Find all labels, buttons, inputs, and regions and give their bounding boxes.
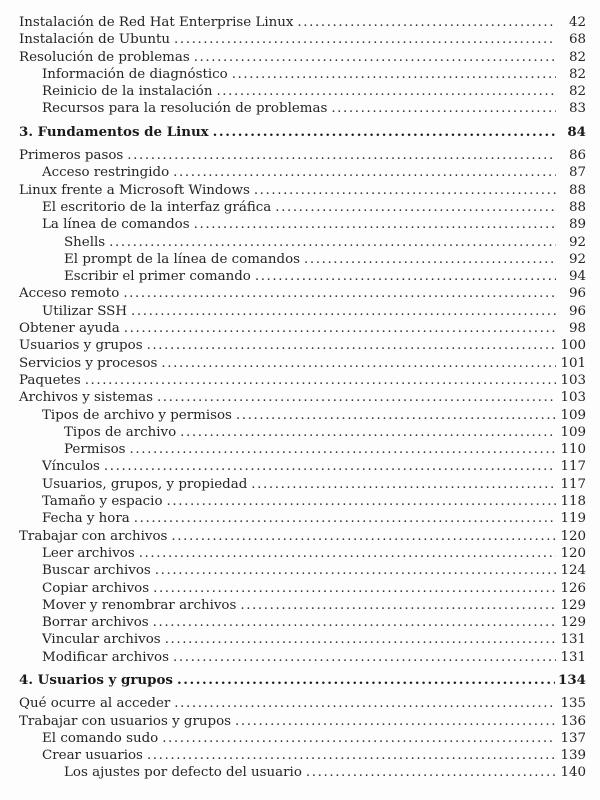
dot-leader xyxy=(161,355,556,372)
toc-entry-page-number: 96 xyxy=(568,303,586,319)
toc-entry xyxy=(19,337,586,354)
toc-entry xyxy=(19,493,586,510)
toc-entry xyxy=(19,66,586,83)
toc-entry-page-number: 89 xyxy=(568,217,586,233)
dot-leader xyxy=(173,164,556,181)
dot-leader xyxy=(174,695,556,712)
dot-leader xyxy=(194,49,556,66)
toc-entry xyxy=(19,285,586,302)
toc-entry-label: 4. Usuarios y grupos xyxy=(19,671,173,688)
toc-entry-page-number: 68 xyxy=(568,32,586,48)
dot-leader xyxy=(130,441,556,458)
toc-entry xyxy=(19,147,586,164)
dot-leader xyxy=(139,545,556,562)
dot-leader xyxy=(304,251,556,268)
dot-leader xyxy=(127,147,556,164)
dot-leader xyxy=(147,337,556,354)
dot-leader xyxy=(123,285,556,302)
toc-entry-label: Paquetes xyxy=(19,372,81,388)
toc-entry-label: Usuarios y grupos xyxy=(19,338,143,354)
toc-entry-page-number: 137 xyxy=(560,730,586,746)
toc-entry-page-number: 82 xyxy=(568,49,586,65)
toc-entry xyxy=(19,562,586,579)
toc-entry-label: Instalación de Ubuntu xyxy=(19,32,171,48)
toc-entry xyxy=(19,268,586,285)
toc-entry xyxy=(19,476,586,493)
toc-entry-label: Mover y renombrar archivos xyxy=(42,597,237,613)
toc-entry xyxy=(19,424,586,441)
dot-leader xyxy=(174,31,556,48)
toc-entry xyxy=(19,458,586,475)
toc-entry-label: Tipos de archivo xyxy=(64,424,177,440)
toc-entry xyxy=(19,649,586,666)
dot-leader xyxy=(155,562,556,579)
toc-entry-label: Escribir el primer comando xyxy=(64,269,251,285)
toc-entry-page-number: 117 xyxy=(560,459,586,475)
toc-entry-page-number: 100 xyxy=(560,338,586,354)
toc-entry-label: Fecha y hora xyxy=(42,511,130,527)
dot-leader xyxy=(171,528,556,545)
dot-leader xyxy=(85,372,556,389)
toc-entry-page-number: 87 xyxy=(568,165,586,181)
toc-entry-page-number: 92 xyxy=(568,251,586,267)
toc-entry xyxy=(19,713,586,730)
toc-entry-page-number: 101 xyxy=(560,355,586,371)
toc-entry-page-number: 98 xyxy=(568,321,586,337)
toc-entry-label: Reinicio de la instalación xyxy=(42,84,213,100)
dot-leader xyxy=(306,764,556,781)
toc-entry xyxy=(19,14,586,31)
toc-entry-page-number: 126 xyxy=(560,580,586,596)
dot-leader xyxy=(275,199,556,216)
toc-entry-page-number: 135 xyxy=(560,696,586,712)
toc-entry-label: El comando sudo xyxy=(42,730,159,746)
toc-entry-label: Instalación de Red Hat Enterprise Linux xyxy=(19,15,294,30)
toc-chapter-heading xyxy=(19,124,586,141)
toc-entry xyxy=(19,528,586,545)
toc-entry-label: Vínculos xyxy=(42,459,100,475)
toc-entry-page-number: 131 xyxy=(560,649,586,665)
toc-entry-label: 3. Fundamentos de Linux xyxy=(19,123,209,140)
toc-entry-label: El prompt de la línea de comandos xyxy=(64,251,301,267)
dot-leader xyxy=(104,458,556,475)
toc-entry-label: La línea de comandos xyxy=(42,217,190,233)
dot-leader xyxy=(167,493,556,510)
toc-entry xyxy=(19,389,586,406)
dot-leader xyxy=(109,234,556,251)
toc-entry-page-number: 124 xyxy=(560,563,586,579)
toc-entry-label: Shells xyxy=(64,234,106,250)
toc-entry-label: Tamaño y espacio xyxy=(42,494,163,510)
dot-leader xyxy=(331,100,556,117)
toc-entry-label: Tipos de archivo y permisos xyxy=(42,407,232,423)
dot-leader xyxy=(165,631,556,648)
toc-entry-label: Leer archivos xyxy=(42,545,135,561)
toc-entry-page-number: 88 xyxy=(568,182,586,198)
toc-entry xyxy=(19,251,586,268)
dot-leader xyxy=(180,424,556,441)
toc-entry-label: Crear usuarios xyxy=(42,748,143,764)
toc-entry xyxy=(19,164,586,181)
toc-entry-page-number: 136 xyxy=(560,713,586,729)
toc-entry-label: Trabajar con usuarios y grupos xyxy=(19,713,232,729)
toc-entry-label: Archivos y sistemas xyxy=(19,390,153,406)
dot-leader xyxy=(251,476,556,493)
toc-entry-label: Información de diagnóstico xyxy=(42,66,228,82)
toc-entry-page-number: 82 xyxy=(568,66,586,82)
toc-entry-page-number: 82 xyxy=(568,84,586,100)
dot-leader xyxy=(213,124,556,141)
dot-leader xyxy=(232,66,556,83)
toc-entry xyxy=(19,49,586,66)
toc-entry xyxy=(19,182,586,199)
dot-leader xyxy=(216,83,556,100)
toc-entry-page-number: 117 xyxy=(560,476,586,492)
dot-leader xyxy=(157,389,556,406)
toc-entry-page-number: 86 xyxy=(568,148,586,164)
toc-entry xyxy=(19,83,586,100)
toc-entry-label: Copiar archivos xyxy=(42,580,150,596)
toc-entry xyxy=(19,199,586,216)
toc-entry xyxy=(19,730,586,747)
toc-entry xyxy=(19,31,586,48)
toc-entry-page-number: 119 xyxy=(560,511,586,527)
dot-leader xyxy=(194,216,556,233)
dot-leader xyxy=(240,597,556,614)
toc-entry-page-number: 139 xyxy=(560,748,586,764)
toc-entry-page-number: 42 xyxy=(568,15,586,30)
toc-entry-page-number: 92 xyxy=(568,234,586,250)
toc-entry xyxy=(19,764,586,781)
toc-entry xyxy=(19,631,586,648)
toc-entry xyxy=(19,747,586,764)
dot-leader xyxy=(131,303,556,320)
toc-entry-label: Usuarios, grupos, y propiedad xyxy=(42,476,248,492)
toc-entry-label: Obtener ayuda xyxy=(19,321,120,337)
dot-leader xyxy=(235,713,556,730)
toc-entry-label: Acceso remoto xyxy=(19,286,120,302)
toc-entry xyxy=(19,372,586,389)
toc-entry-label: Resolución de problemas xyxy=(19,49,190,65)
toc-entry xyxy=(19,355,586,372)
toc-entry-page-number: 131 xyxy=(560,632,586,648)
dot-leader xyxy=(153,580,556,597)
toc-entry xyxy=(19,614,586,631)
dot-leader xyxy=(297,14,556,31)
dot-leader xyxy=(124,320,556,337)
toc-entry-label: Vincular archivos xyxy=(42,632,161,648)
toc-entry-label: Modificar archivos xyxy=(42,649,169,665)
toc-entry-label: Recursos para la resolución de problemas xyxy=(42,101,328,117)
toc-entry-label: Utilizar SSH xyxy=(42,303,127,319)
toc-entry-page-number: 83 xyxy=(568,101,586,117)
toc-entry-page-number: 109 xyxy=(560,407,586,423)
toc-entry xyxy=(19,580,586,597)
toc-entry xyxy=(19,695,586,712)
dot-leader xyxy=(254,182,556,199)
dot-leader xyxy=(153,614,556,631)
toc-entry-label: Buscar archivos xyxy=(42,563,151,579)
toc-entry xyxy=(19,407,586,424)
toc-entry-label: Linux frente a Microsoft Windows xyxy=(19,182,250,198)
toc-entry-page-number: 118 xyxy=(560,494,586,510)
toc-entry-page-number: 134 xyxy=(558,671,586,688)
toc-entry-page-number: 88 xyxy=(568,199,586,215)
toc-chapter-heading xyxy=(19,672,586,689)
toc-entry xyxy=(19,303,586,320)
dot-leader xyxy=(147,747,556,764)
dot-leader xyxy=(162,730,556,747)
toc-entry-page-number: 120 xyxy=(560,528,586,544)
toc-entry xyxy=(19,100,586,117)
toc-entry-page-number: 84 xyxy=(567,123,586,140)
toc-entry-page-number: 94 xyxy=(568,269,586,285)
table-of-contents xyxy=(19,14,586,782)
toc-entry xyxy=(19,216,586,233)
toc-entry-page-number: 109 xyxy=(560,424,586,440)
toc-entry-page-number: 120 xyxy=(560,545,586,561)
toc-entry-label: El escritorio de la interfaz gráfica xyxy=(42,199,272,215)
toc-entry-label: Qué ocurre al acceder xyxy=(19,696,171,712)
toc-entry xyxy=(19,597,586,614)
toc-entry-page-number: 110 xyxy=(560,442,586,458)
toc-entry-label: Borrar archivos xyxy=(42,615,149,631)
toc-entry xyxy=(19,320,586,337)
dot-leader xyxy=(134,510,556,527)
dot-leader xyxy=(177,672,555,689)
toc-entry-page-number: 129 xyxy=(560,615,586,631)
toc-entry-page-number: 96 xyxy=(568,286,586,302)
toc-entry-label: Los ajustes por defecto del usuario xyxy=(64,765,302,781)
toc-entry-label: Permisos xyxy=(64,442,126,458)
toc-entry-label: Trabajar con archivos xyxy=(19,528,168,544)
dot-leader xyxy=(236,407,556,424)
dot-leader xyxy=(255,268,556,285)
toc-entry-label: Primeros pasos xyxy=(19,148,124,164)
toc-entry-page-number: 103 xyxy=(560,372,586,388)
toc-entry xyxy=(19,234,586,251)
toc-entry-page-number: 129 xyxy=(560,597,586,613)
toc-entry-label: Acceso restringido xyxy=(42,165,170,181)
dot-leader xyxy=(173,649,556,666)
toc-entry-page-number: 103 xyxy=(560,390,586,406)
toc-entry-label: Servicios y procesos xyxy=(19,355,158,371)
toc-entry xyxy=(19,510,586,527)
toc-entry xyxy=(19,545,586,562)
toc-entry-page-number: 140 xyxy=(560,765,586,781)
toc-entry xyxy=(19,441,586,458)
